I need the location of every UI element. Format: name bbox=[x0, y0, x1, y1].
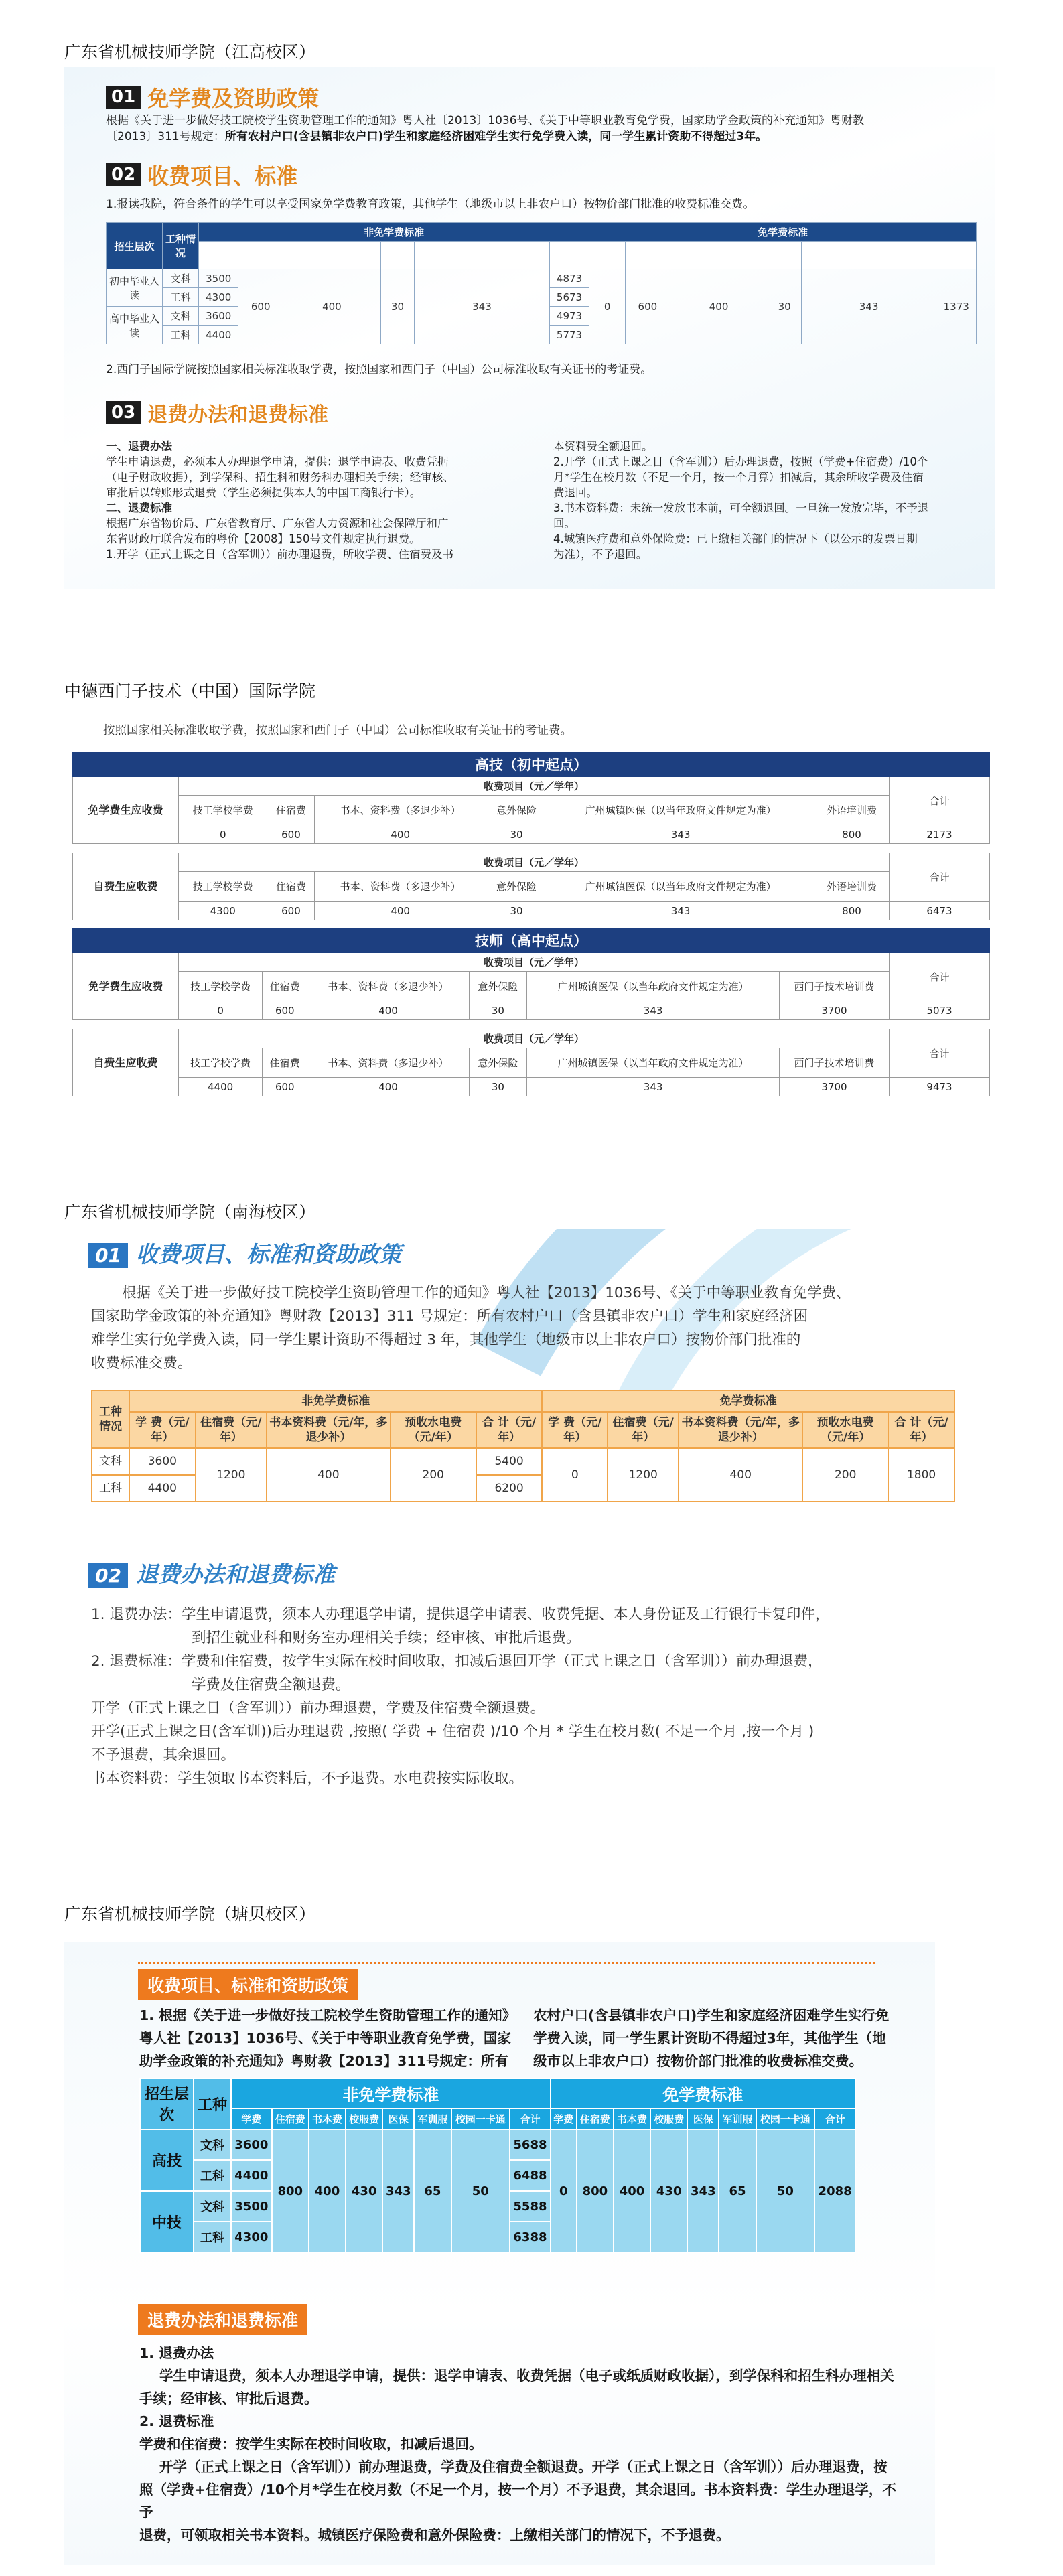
heading-number: 01 bbox=[106, 86, 141, 109]
heading-text: 退费办法和退费标准 bbox=[147, 403, 329, 427]
refund-line: 4.城镇医疗费和意外保险费：已上缴相关部门的情况下（以公示的发票日期 bbox=[553, 532, 918, 545]
fee-value: 0 bbox=[179, 825, 267, 844]
fee-column-header: 技工学校学费 bbox=[179, 972, 263, 1001]
refund-line: 学费及住宿费全额退费。 bbox=[192, 1676, 350, 1693]
policy-line: 1. 根据《关于进一步做好技工院校学生资助管理工作的通知》 bbox=[139, 2007, 516, 2023]
nonfree-header: 非免学费标准 bbox=[199, 223, 589, 242]
block-title-bar: 高技（初中起点） bbox=[73, 753, 990, 777]
fee-value: 30 bbox=[486, 902, 547, 920]
table-row bbox=[73, 1001, 990, 1020]
nanhai-policy bbox=[91, 1281, 982, 1375]
col-header: 学费 bbox=[551, 2108, 577, 2129]
col-type: 工种情况 bbox=[92, 1390, 129, 1448]
fee-value: 343 bbox=[547, 825, 814, 844]
fee-column-header: 意外保险 bbox=[469, 1048, 526, 1078]
tangbei-fee-image bbox=[64, 1942, 935, 2565]
fee-total: 2173 bbox=[890, 825, 990, 844]
heading-text: 免学费及资助政策 bbox=[147, 86, 320, 111]
refund-line: 月*学生在校月数（不足一个月，按一个月算）扣减后，其余所收学费及住宿 bbox=[553, 471, 924, 484]
tangbei-policy-left bbox=[139, 2004, 528, 2072]
fee-column-header: 意外保险 bbox=[486, 872, 547, 902]
total-header: 合计 bbox=[890, 853, 990, 902]
refund-line: 本资料费全额退回。 bbox=[553, 440, 653, 453]
refund-line: 2. 退费标准：学费和住宿费，按学生实际在校时间收取，扣减后退回开学（正式上课之日（含军训））前办理退费， bbox=[91, 1653, 823, 1670]
fee-value: 0 bbox=[179, 1001, 263, 1020]
tangbei-tag-2: 退费办法和退费标准 bbox=[138, 2304, 307, 2335]
total-header: 合计 bbox=[890, 953, 990, 1001]
col-header: 校服费 bbox=[650, 2108, 687, 2129]
table-row: 中技 文科 3500 5588 bbox=[140, 2191, 855, 2222]
student-type-label: 免学费生应收费 bbox=[73, 777, 179, 844]
refund-line: 审批后以转账形式退费（学生必须提供本人的中国工商银行卡）。 bbox=[106, 486, 421, 499]
siemens-note: 2.西门子国际学院按照国家相关标准收取学费，按照国家和西门子（中国）公司标准收取有关证书的考证费。 bbox=[106, 363, 652, 376]
fee-value: 343 bbox=[547, 902, 814, 920]
nanhai-refund-text bbox=[91, 1603, 989, 1790]
fee-column-header: 意外保险 bbox=[469, 972, 526, 1001]
col-total: 合计元/年 bbox=[936, 242, 977, 269]
col-insurance: 意外保险 bbox=[380, 242, 414, 269]
fee-value: 600 bbox=[263, 1078, 307, 1096]
refund-line: 照（学费+住宿费）/10个月*学生在校月数（不足一个月，按一个月）不予退费，其余退回。书本资料费：学生办理退学，不予 bbox=[139, 2482, 896, 2520]
col-books: 书本资料费元/年（多退少补） bbox=[283, 242, 380, 269]
nanhai-heading-1 bbox=[88, 1237, 401, 1269]
fee-value: 4300 bbox=[179, 902, 267, 920]
fee-column-header: 外语培训费 bbox=[814, 796, 889, 825]
fee-note: 1.报读我院，符合条件的学生可以享受国家免学费教育政策，其他学生（地级市以上非农户口）按物价部门批准的收费标准交费。 bbox=[106, 198, 755, 211]
refund-line: 2.开学（正式上课之日（含军训））后办理退费，按照（学费+住宿费）/10个 bbox=[553, 455, 928, 468]
refund-subheading: 二、退费标准 bbox=[106, 502, 172, 514]
refund-line: 2. 退费标准 bbox=[139, 2413, 214, 2429]
table-row: 工科 4300 5673 bbox=[107, 288, 977, 307]
fee-column-header: 意外保险 bbox=[486, 796, 547, 825]
student-type-label: 自费生应收费 bbox=[73, 853, 179, 920]
fee-total: 5073 bbox=[890, 1001, 990, 1020]
refund-line: 开学（正式上课之日（含军训））前办理退费，学费及住宿费全额退费。开学（正式上课之日（含军训））后办理退费，按 bbox=[159, 2459, 888, 2475]
table-row: 工科 4400 6488 bbox=[140, 2160, 855, 2191]
fee-column-header: 住宿费 bbox=[263, 1048, 307, 1078]
campus-title-nanhai: 广东省机械技师学院（南海校区） bbox=[64, 1202, 316, 1222]
refund-subheading: 一、退费办法 bbox=[106, 440, 172, 453]
col-header: 医保 bbox=[687, 2108, 719, 2129]
fee-column-header: 广州城镇医保（以当年政府文件规定为准） bbox=[547, 872, 814, 902]
siemens-fee-tables bbox=[72, 752, 990, 1104]
col-level: 招生层次 bbox=[107, 223, 163, 269]
fee-total: 9473 bbox=[890, 1078, 990, 1096]
col-medical: 广州城镇医保（以当年政府文件规定为准） bbox=[415, 242, 550, 269]
table-row: 文科 3600 1200 400 200 5400 0 1200 400 200 1800 bbox=[92, 1448, 954, 1475]
col-header: 校服费 bbox=[346, 2108, 382, 2129]
table-row: 初中毕业入读 文科 3500 600 400 30 343 4873 0 600 400 30 343 1373 bbox=[107, 269, 977, 288]
col-header: 合计 bbox=[814, 2108, 855, 2129]
col-header: 住宿费 bbox=[577, 2108, 614, 2129]
col-books: 书本资料费元/年（多退少补） bbox=[670, 242, 768, 269]
policy-line: 根据《关于进一步做好技工院校学生资助管理工作的通知》粤人社【2013】1036号、《关于中等职业教育免学费、 bbox=[122, 1285, 851, 1301]
nonfree-header: 非免学费标准 bbox=[129, 1390, 542, 1412]
tangbei-fee-table: 招生层次 工种 非免学费标准 免学费标准 学费 住宿费 书本费 校服费 医保 军训服 校园一卡通 合计 学费 住宿费 书本费 校服费 医保 军训服 校园一卡通 合计 高技 文科 3600 800 400 430 343 65 50 5688 0 800 400 430 343 65 50 2088 工科 4400 6488 中技 文科 3500 5588 工科 4300 6388 bbox=[139, 2078, 856, 2253]
refund-line: 退费，可领取相关书本资料。城镇医疗保险费和意外保险费：上缴相关部门的情况下，不予退费。 bbox=[139, 2527, 730, 2543]
heading-number: 02 bbox=[88, 1563, 128, 1588]
table-row: 工科 4400 5773 bbox=[107, 326, 977, 344]
fee-value: 600 bbox=[267, 902, 315, 920]
fee-column-header: 技工学校学费 bbox=[179, 1048, 263, 1078]
col-header: 军训服 bbox=[719, 2108, 756, 2129]
block-title-bar: 技师（高中起点） bbox=[73, 929, 990, 953]
col-header: 校园一卡通 bbox=[756, 2108, 815, 2129]
refund-left-column bbox=[106, 439, 535, 562]
heading-number: 02 bbox=[106, 163, 141, 186]
policy-line: 级市以上非农户口）按物价部门批准的收费标准交费。 bbox=[533, 2053, 863, 2069]
spacer bbox=[73, 1020, 990, 1029]
fee-value: 30 bbox=[469, 1001, 526, 1020]
table-row: 工科 4300 6388 bbox=[140, 2222, 855, 2252]
refund-line: 1. 退费办法：学生申请退费，须本人办理退学申请，提供退学申请表、收费凭据、本人身份证及工行银行卡复印件， bbox=[91, 1606, 830, 1623]
refund-line: 开学（正式上课之日（含军训））前办理退费，学费及住宿费全额退费。 bbox=[91, 1700, 545, 1717]
fee-value: 600 bbox=[267, 825, 315, 844]
col-medical: 广州城镇医保（以当年政府文件规定为准） bbox=[801, 242, 936, 269]
table-row: 工科 4400 6200 bbox=[92, 1475, 954, 1502]
fee-value: 600 bbox=[263, 1001, 307, 1020]
nanhai-fee-image bbox=[64, 1229, 997, 1855]
col-header: 学费 bbox=[231, 2108, 272, 2129]
refund-line: 不予退费，其余退回。 bbox=[91, 1747, 236, 1764]
fee-value: 343 bbox=[527, 1078, 780, 1096]
jianggao-policy bbox=[106, 113, 990, 145]
heading-text: 收费项目、标准和资助政策 bbox=[135, 1241, 401, 1267]
col-insurance: 意外保险 bbox=[768, 242, 801, 269]
heading-text: 退费办法和退费标准 bbox=[135, 1561, 335, 1587]
refund-line: 回。 bbox=[553, 517, 575, 530]
refund-line: 3.书本资料费：未统一发放书本前，可全额退回。一旦统一发放完毕，不予退 bbox=[553, 502, 929, 514]
total-header: 合计 bbox=[890, 1029, 990, 1078]
fee-value: 4400 bbox=[179, 1078, 263, 1096]
fee-group-header: 收费项目（元／学年） bbox=[179, 777, 890, 796]
policy-line: 国家助学金政策的补充通知》粤财教【2013】311 号规定：所有农村户口（含县镇非农户口）学生和家庭经济困 bbox=[91, 1308, 808, 1325]
fee-value: 400 bbox=[315, 902, 486, 920]
fee-value: 30 bbox=[486, 825, 547, 844]
refund-line: 学生申请退费，必须本人办理退学申请，提供：退学申请表、收费凭据 bbox=[106, 455, 449, 468]
fee-value: 3700 bbox=[780, 1078, 890, 1096]
col-dorm: 住宿费元/年 bbox=[238, 242, 283, 269]
siemens-block-table bbox=[72, 928, 990, 1096]
fee-column-header: 西门子技术培训费 bbox=[780, 1048, 890, 1078]
fee-value: 400 bbox=[315, 825, 486, 844]
heading-number: 03 bbox=[106, 401, 141, 424]
refund-line: 根据广东省物价局、广东省教育厅、广东省人力资源和社会保障厅和广 bbox=[106, 517, 449, 530]
refund-line: 费退回。 bbox=[553, 486, 597, 499]
table-row: 高中毕业入读 文科 3600 4973 bbox=[107, 307, 977, 326]
fee-column-header: 书本、资料费（多退少补） bbox=[307, 972, 469, 1001]
table-row bbox=[73, 1078, 990, 1096]
campus-title-siemens: 中德西门子技术（中国）国际学院 bbox=[64, 681, 316, 701]
refund-line: （电子财政收据），到学保科、招生科和财务科办理相关手续；经审核、 bbox=[106, 471, 454, 484]
refund-line: 1.开学（正式上课之日（含军训））前办理退费，所收学费、住宿费及书 bbox=[106, 548, 453, 561]
fee-group-header: 收费项目（元／学年） bbox=[179, 853, 890, 872]
siemens-fee-image bbox=[64, 707, 1002, 1199]
fee-value: 800 bbox=[814, 825, 889, 844]
free-header: 免学费标准 bbox=[542, 1390, 954, 1412]
refund-line: 书本资料费：学生领取书本资料后，不予退费。水电费按实际收取。 bbox=[91, 1770, 524, 1787]
fee-column-header: 外语培训费 bbox=[814, 872, 889, 902]
refund-line: 1. 退费办法 bbox=[139, 2345, 214, 2361]
student-type-label: 自费生应收费 bbox=[73, 1029, 179, 1096]
student-type-label: 免学费生应收费 bbox=[73, 953, 179, 1020]
refund-line: 为准），不予退回。 bbox=[553, 548, 648, 561]
siemens-block-table bbox=[72, 752, 990, 920]
divider bbox=[138, 1962, 875, 1964]
heading-text: 收费项目、标准 bbox=[147, 163, 298, 189]
table-row bbox=[73, 825, 990, 844]
policy-line: 难学生实行免学费入读，同一学生累计资助不得超过 3 年，其他学生（地级市以上非农户口）按物价部门批准的 bbox=[91, 1332, 801, 1348]
col-header: 住宿费 bbox=[272, 2108, 309, 2129]
col-header: 医保 bbox=[382, 2108, 414, 2129]
col-header: 书本费 bbox=[309, 2108, 346, 2129]
fee-column-header: 广州城镇医保（以当年政府文件规定为准） bbox=[527, 1048, 780, 1078]
free-header: 免学费标准 bbox=[589, 223, 977, 242]
table-row: 高技 文科 3600 800 400 430 343 65 50 5688 0 800 400 430 343 65 50 2088 bbox=[140, 2129, 855, 2160]
fee-column-header: 住宿费 bbox=[263, 972, 307, 1001]
campus-title-tangbei: 广东省机械技师学院（塘贝校区） bbox=[64, 1904, 316, 1924]
col-header: 校园一卡通 bbox=[451, 2108, 510, 2129]
fee-column-header: 住宿费 bbox=[267, 796, 315, 825]
col-header: 军训服 bbox=[414, 2108, 451, 2129]
refund-line: 手续；经审核、审批后退费。 bbox=[139, 2390, 318, 2407]
policy-line: 农村户口(含县镇非农户口)学生和家庭经济困难学生实行免 bbox=[533, 2007, 890, 2023]
nanhai-fee-table: 工种情况 非免学费标准 免学费标准 学 费（元/年） 住宿费（元/年） 书本资料费（元/年，多退少补） 预收水电费（元/年） 合 计（元/年） 学 费（元/年） 住宿费（元/年） 书本资料费（元/年，多退少补） 预收水电费（元/年） 合 计（元/年） 文科 3600 1200 400 200 5400 0 1200 400 200 1800 工科 4400 6200 bbox=[91, 1390, 955, 1502]
siemens-intro: 按照国家相关标准收取学费，按照国家和西门子（中国）公司标准收取有关证书的考证费。 bbox=[103, 724, 572, 737]
campus-title-jianggao: 广东省机械技师学院（江高校区） bbox=[64, 42, 316, 62]
tangbei-tag-1: 收费项目、标准和资助政策 bbox=[138, 1969, 358, 2000]
tangbei-policy-right bbox=[533, 2004, 908, 2072]
fee-value: 400 bbox=[307, 1001, 469, 1020]
fee-column-header: 广州城镇医保（以当年政府文件规定为准） bbox=[547, 796, 814, 825]
refund-line: 东省财政厅联合发布的粤价【2008】150号文件规定执行退费。 bbox=[106, 532, 421, 545]
fee-value: 400 bbox=[307, 1078, 469, 1096]
policy-line: 〔2013〕311号规定：所有农村户口(含县镇非农户口)学生和家庭经济困难学生实行免学费入读，同一学生累计资助不得超过3年。 bbox=[106, 130, 768, 143]
fee-column-header: 书本、资料费（多退少补） bbox=[315, 796, 486, 825]
fee-group-header: 收费项目（元／学年） bbox=[179, 953, 890, 972]
jianggao-heading-1 bbox=[106, 82, 319, 113]
col-type: 工种情况 bbox=[163, 223, 199, 269]
col-header: 书本费 bbox=[614, 2108, 650, 2129]
policy-line: 粤人社【2013】1036号、《关于中等职业教育免学费，国家 bbox=[139, 2030, 511, 2046]
spacer bbox=[73, 844, 990, 853]
policy-line: 助学金政策的补充通知》粤财教【2013】311号规定：所有 bbox=[139, 2053, 508, 2069]
table-row bbox=[73, 902, 990, 920]
fee-group-header: 收费项目（元／学年） bbox=[179, 1029, 890, 1048]
col-dorm: 住宿费元/年 bbox=[626, 242, 670, 269]
policy-line: 收费标准交费。 bbox=[91, 1355, 192, 1372]
jianggao-heading-2 bbox=[106, 159, 297, 190]
fee-column-header: 书本、资料费（多退少补） bbox=[307, 1048, 469, 1078]
fee-column-header: 技工学校学费 bbox=[179, 872, 267, 902]
fee-value: 3700 bbox=[780, 1001, 890, 1020]
fee-column-header: 西门子技术培训费 bbox=[780, 972, 890, 1001]
fee-value: 30 bbox=[469, 1078, 526, 1096]
policy-line: 学费入读，同一学生累计资助不得超过3年，其他学生（地 bbox=[533, 2030, 886, 2046]
fee-column-header: 书本、资料费（多退少补） bbox=[315, 872, 486, 902]
fee-value: 343 bbox=[527, 1001, 780, 1020]
col-header: 合计 bbox=[510, 2108, 551, 2129]
jianggao-fee-table bbox=[106, 222, 977, 344]
refund-line: 学费和住宿费：按学生实际在校时间收取，扣减后退回。 bbox=[139, 2436, 483, 2452]
fee-column-header: 技工学校学费 bbox=[179, 796, 267, 825]
nanhai-heading-2 bbox=[88, 1557, 335, 1589]
fee-column-header: 住宿费 bbox=[267, 872, 315, 902]
refund-line: 开学(正式上课之日(含军训))后办理退费 ,按照( 学费 + 住宿费 )/10 个月 * 学生在校月数( 不足一个月 ,按一个月 ) bbox=[91, 1723, 814, 1740]
col-total: 合计元/年 bbox=[549, 242, 589, 269]
jianggao-fee-image bbox=[64, 67, 995, 589]
fee-value: 800 bbox=[814, 902, 889, 920]
total-header: 合计 bbox=[890, 777, 990, 825]
col-tuition: 学费元/年 bbox=[589, 242, 626, 269]
tangbei-refund-text bbox=[139, 2342, 910, 2547]
fee-column-header: 广州城镇医保（以当年政府文件规定为准） bbox=[527, 972, 780, 1001]
policy-line: 根据《关于进一步做好技工院校学生资助管理工作的通知》粤人社〔2013〕1036号、《关于中等职业教育免学费，国家助学金政策的补充通知》粤财教 bbox=[106, 114, 865, 127]
jianggao-heading-3 bbox=[106, 398, 328, 427]
refund-line: 学生申请退费，须本人办理退学申请，提供：退学申请表、收费凭据（电子或纸质财政收据），到学保科和招生科办理相关 bbox=[159, 2368, 894, 2384]
refund-line: 到招生就业科和财务室办理相关手续；经审核、审批后退费。 bbox=[192, 1630, 581, 1646]
col-tuition: 学费元/年 bbox=[199, 242, 238, 269]
heading-number: 01 bbox=[88, 1243, 128, 1268]
refund-right-column bbox=[553, 439, 975, 562]
fee-total: 6473 bbox=[890, 902, 990, 920]
